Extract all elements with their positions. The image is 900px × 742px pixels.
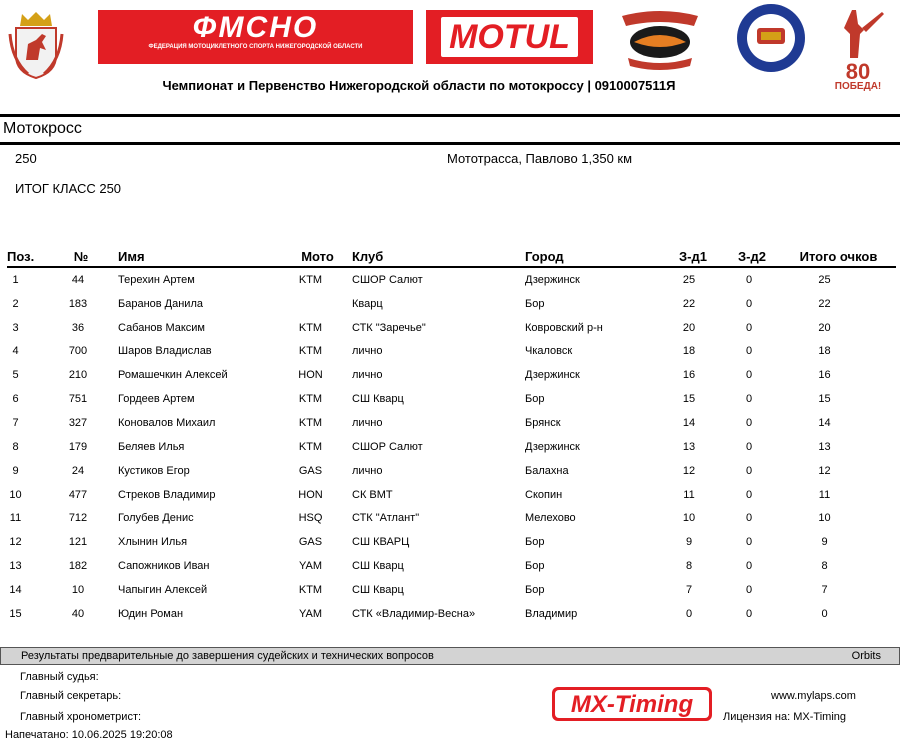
preliminary-note: Результаты предварительные до завершения судейских и технических вопросов [21,650,434,662]
col-header-race1: З-д1 [679,248,707,264]
cell-moto: HON [298,369,323,382]
col-header-city: Город [525,248,564,264]
cell-city: Бор [525,297,545,310]
col-header-pos: Поз. [7,248,35,264]
cell-moto: KTM [298,583,323,596]
cell-city: Скопин [525,488,563,501]
cell-total: 9 [821,536,828,549]
cell-name: Гордеев Артем [118,393,195,406]
cell-race1: 15 [682,393,696,406]
cell-pos: 15 [9,607,22,620]
mfr-federation-logo [730,2,812,74]
results-table [7,246,896,626]
cell-club: СШ Кварц [352,583,404,596]
cell-race1: 10 [682,512,696,525]
cell-race1: 20 [682,321,696,334]
cell-city: Бор [525,583,545,596]
coat-of-arms-logo [8,10,64,80]
table-row [7,554,896,578]
cell-pos: 13 [9,560,22,573]
cell-name: Чапыгин Алексей [118,583,208,596]
cell-number: 182 [68,560,88,573]
col-header-name: Имя [118,248,145,264]
cell-city: Балахна [525,464,569,477]
cell-city: Бор [525,393,545,406]
cell-race2: 0 [745,321,753,334]
cell-city: Брянск [525,416,561,429]
cell-race2: 0 [745,273,753,286]
table-row [7,363,896,387]
cell-number: 183 [68,297,88,310]
cell-pos: 2 [12,297,19,310]
cell-pos: 8 [12,440,19,453]
cell-club: СШ КВАРЦ [352,536,410,549]
cell-total: 7 [821,583,828,596]
cell-club: СТК «Владимир-Весна» [352,607,476,620]
cell-city: Бор [525,560,545,573]
cell-name: Баранов Данила [118,297,203,310]
cell-race1: 13 [682,440,696,453]
cell-pos: 1 [12,273,19,286]
cell-race1: 7 [685,583,693,596]
cell-name: Стреков Владимир [118,488,216,501]
cell-pos: 10 [9,488,22,501]
cell-total: 18 [818,345,831,358]
table-row [7,387,896,411]
cell-number: 712 [68,512,88,525]
cell-race2: 0 [745,464,753,477]
cell-race1: 22 [682,297,696,310]
cell-pos: 3 [12,321,19,334]
cell-total: 14 [818,416,831,429]
cell-club: СК ВМТ [352,488,393,501]
victory-80-number: 80 [845,59,871,84]
cell-total: 20 [818,321,831,334]
sponsor-logos [0,0,900,115]
fmsno-logo-subtext: ФЕДЕРАЦИЯ МОТОЦИКЛЕТНОГО СПОРТА НИЖЕГОРОДСКОЙ ОБЛАСТИ [148,44,363,50]
divider [0,114,900,117]
cell-moto: GAS [298,536,323,549]
cell-club: лично [352,369,383,382]
col-header-total: Итого очков [799,248,878,264]
cell-race1: 14 [682,416,696,429]
col-header-club: Клуб [352,248,384,264]
cell-city: Дзержинск [525,440,580,453]
cell-number: 751 [68,393,88,406]
cell-total: 25 [818,273,831,286]
license-label: Лицензия на: MX-Timing [723,711,846,723]
cell-race1: 8 [685,560,693,573]
cell-race2: 0 [745,345,753,358]
col-header-race2: З-д2 [738,248,766,264]
cell-race1: 0 [685,607,693,620]
cell-club: СТК "Заречье" [352,321,426,334]
cell-city: Бор [525,536,545,549]
cell-race1: 16 [682,369,696,382]
orbits-label: Orbits [851,650,881,662]
cell-number: 24 [71,464,85,477]
class-label: 250 [15,151,37,166]
cell-race2: 0 [745,536,753,549]
cell-club: СШ Кварц [352,560,404,573]
cell-pos: 11 [9,512,22,525]
cell-moto: HON [298,488,323,501]
cell-moto: YAM [298,607,323,620]
cell-club: СШОР Салют [352,440,423,453]
cell-moto: KTM [298,345,323,358]
cell-race1: 18 [682,345,696,358]
cell-moto: KTM [298,393,323,406]
cell-pos: 6 [12,393,19,406]
table-row [7,340,896,364]
cell-number: 179 [68,440,88,453]
cell-city: Дзержинск [525,369,580,382]
cell-race2: 0 [745,512,753,525]
cell-moto: YAM [298,560,323,573]
cell-number: 121 [68,536,88,549]
cell-race1: 11 [683,488,695,501]
fmsno-logo-text: ФМСНО [192,11,319,44]
cell-name: Кустиков Егор [118,464,190,477]
motul-logo [426,10,593,64]
table-header-row [7,246,896,267]
cell-number: 700 [68,345,88,358]
cell-pos: 4 [12,345,19,358]
cell-name: Терехин Артем [118,273,195,286]
cell-race2: 0 [745,440,753,453]
cell-name: Хлынин Илья [118,536,188,549]
col-header-moto: Мото [301,248,334,264]
mx-timing-logo [552,687,712,721]
chief-secretary-label: Главный секретарь: [20,690,122,702]
cell-club: лично [352,345,383,358]
cell-total: 0 [821,607,828,620]
table-row [7,267,896,292]
cell-total: 15 [818,393,831,406]
result-title: ИТОГ КЛАСС 250 [15,181,122,196]
cell-race2: 0 [745,488,753,501]
cell-race1: 25 [682,273,696,286]
cell-total: 22 [818,297,831,310]
cell-pos: 7 [12,416,19,429]
cell-moto: HSQ [298,512,323,525]
cell-total: 13 [818,440,831,453]
table-row [7,292,896,316]
cell-name: Сабанов Максим [118,321,205,334]
cell-moto: KTM [298,273,323,286]
cell-name: Шаров Владислав [118,345,212,358]
cell-number: 327 [68,416,88,429]
cell-moto: KTM [298,440,323,453]
cell-number: 477 [68,488,88,501]
sport-title: Мотокросс [3,120,82,137]
cell-total: 10 [818,512,831,525]
cell-race2: 0 [745,416,753,429]
motul-logo-text: MOTUL [441,17,578,57]
cell-club: СТК "Атлант" [352,512,420,525]
cell-total: 12 [818,464,831,477]
cell-race2: 0 [745,583,753,596]
cell-name: Беляев Илья [118,440,185,453]
cell-city: Мелехово [525,512,576,525]
cell-pos: 5 [12,369,19,382]
cell-name: Юдин Роман [118,607,184,620]
cell-number: 10 [71,583,85,596]
table-row [7,316,896,340]
cell-total: 16 [818,369,831,382]
cell-race1: 9 [685,536,693,549]
preliminary-results-bar [0,647,900,665]
table-row [7,435,896,459]
cell-race2: 0 [745,560,753,573]
cell-pos: 14 [9,583,22,596]
cell-pos: 12 [9,536,22,549]
mx-timing-logo-text: MX-Timing [570,691,694,718]
cell-race2: 0 [745,607,753,620]
table-row [7,483,896,507]
cell-club: лично [352,464,383,477]
moto-club-emblem [614,8,706,72]
chief-judge-label: Главный судья: [20,671,99,683]
table-row [7,602,896,626]
table-row [7,530,896,554]
cell-total: 8 [821,560,828,573]
cell-city: Ковровский р-н [525,321,603,334]
cell-name: Ромашечкин Алексей [118,369,228,382]
venue-label: Мототрасса, Павлово 1,350 км [447,151,633,166]
cell-pos: 9 [12,464,19,477]
cell-city: Владимир [525,607,578,620]
cell-moto: KTM [298,416,323,429]
cell-number: 40 [71,607,85,620]
victory-80-text: ПОБЕДА! [834,81,882,92]
table-row [7,578,896,602]
cell-club: лично [352,416,383,429]
col-header-number: № [73,248,89,264]
cell-moto: GAS [298,464,323,477]
championship-title: Чемпионат и Первенство Нижегородской области по мотокроссу | 0910007511Я [162,78,676,93]
table-row [7,411,896,435]
cell-moto [289,292,346,316]
cell-moto: KTM [298,321,323,334]
printed-timestamp: Напечатано: 10.06.2025 19:20:08 [5,729,173,741]
cell-club: СШОР Салют [352,273,423,286]
cell-number: 210 [68,369,88,382]
cell-club: СШ Кварц [352,393,404,406]
cell-race1: 12 [682,464,696,477]
table-row [7,506,896,530]
cell-club: Кварц [352,297,383,310]
mylaps-link[interactable]: www.mylaps.com [771,690,856,702]
fmsno-logo [98,10,413,64]
cell-total: 11 [818,488,831,501]
cell-city: Чкаловск [525,345,573,358]
cell-race2: 0 [745,369,753,382]
cell-number: 36 [71,321,85,334]
cell-name: Голубев Денис [118,512,194,525]
cell-race2: 0 [745,297,753,310]
cell-race2: 0 [745,393,753,406]
chief-timekeeper-label: Главный хронометрист: [20,711,142,723]
cell-city: Дзержинск [525,273,580,286]
cell-name: Коновалов Михаил [118,416,216,429]
cell-name: Сапожников Иван [118,560,210,573]
cell-number: 44 [71,273,85,286]
divider [0,142,900,145]
table-row [7,459,896,483]
